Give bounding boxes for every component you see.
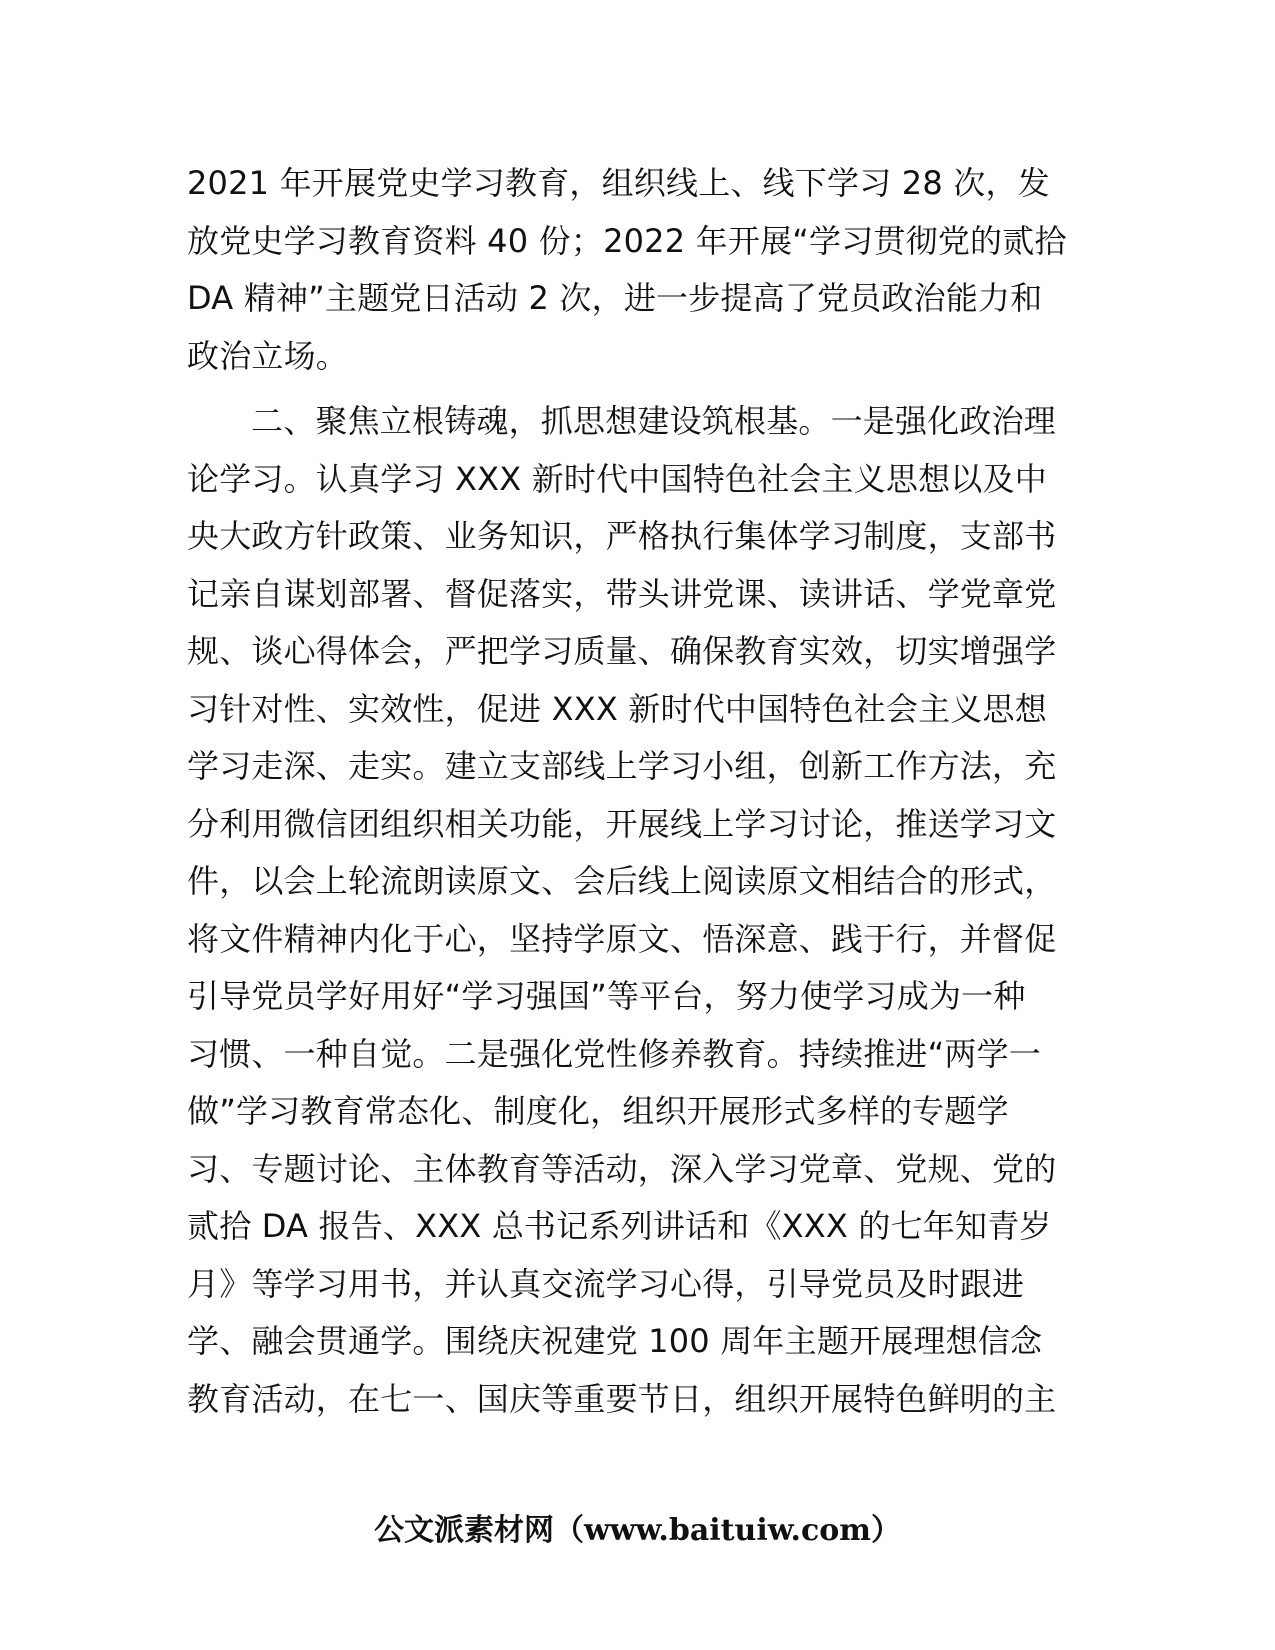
text-line: 习惯、一种自觉。二是强化党性修养教育。持续推进“两学一 <box>187 1034 1041 1073</box>
text-line: 放党史学习教育资料 40 份；2022 年开展“学习贯彻党的贰拾 <box>187 221 1067 260</box>
text-line: 学习走深、走实。建立支部线上学习小组，创新工作方法，充 <box>187 747 1057 785</box>
text-line: 学、融会贯通学。围绕庆祝建党 100 周年主题开展理想信念 <box>187 1322 1043 1360</box>
text-line: 论学习。认真学习 XXX 新时代中国特色社会主义思想以及中 <box>187 459 1047 498</box>
text-line: 记亲自谋划部署、督促落实，带头讲党课、读讲话、学党章党 <box>187 574 1057 613</box>
text-line: 贰拾 DA 报告、XXX 总书记系列讲话和《XXX 的七年知青岁 <box>187 1207 1052 1245</box>
footer-watermark: 公文派素材网（www.baituiw.com） <box>373 1513 902 1548</box>
text-line: 政治立场。 <box>187 336 349 375</box>
text-line: DA 精神”主题党日活动 2 次，进一步提高了党员政治能力和 <box>187 279 1043 317</box>
text-line: 将文件精神内化于心，坚持学原文、悟深意、践于行，并督促 <box>187 919 1057 958</box>
text-line: 规、谈心得体会，严把学习质量、确保教育实效，切实增强学 <box>187 632 1057 670</box>
text-line: 引导党员学好用好“学习强国”等平台，努力使学习成为一种 <box>187 977 1026 1015</box>
document-body <box>187 155 1087 1428</box>
text-line: 习针对性、实效性，促进 XXX 新时代中国特色社会主义思想 <box>187 689 1047 728</box>
text-line: 习、专题讨论、主体教育等活动，深入学习党章、党规、党的 <box>187 1149 1057 1188</box>
text-line: 二、聚焦立根铸魂，抓思想建设筑根基。一是强化政治理 <box>251 402 1057 440</box>
text-line: 做”学习教育常态化、制度化，组织开展形式多样的专题学 <box>187 1092 1009 1130</box>
text-line: 2021 年开展党史学习教育，组织线上、线下学习 28 次，发 <box>187 164 1050 202</box>
paragraph-1 <box>187 155 1087 385</box>
text-line: 教育活动，在七一、国庆等重要节日，组织开展特色鲜明的主 <box>187 1379 1057 1418</box>
paragraph-gap <box>187 385 1087 393</box>
text-line: 月》等学习用书，并认真交流学习心得，引导党员及时跟进 <box>187 1264 1025 1303</box>
text-line: 分利用微信团组织相关功能，开展线上学习讨论，推送学习文 <box>187 804 1057 843</box>
text-line: 央大政方针政策、业务知识，严格执行集体学习制度，支部书 <box>187 517 1057 555</box>
text-line: 件，以会上轮流朗读原文、会后线上阅读原文相结合的形式， <box>187 862 1057 900</box>
paragraph-2 <box>187 393 1087 1428</box>
